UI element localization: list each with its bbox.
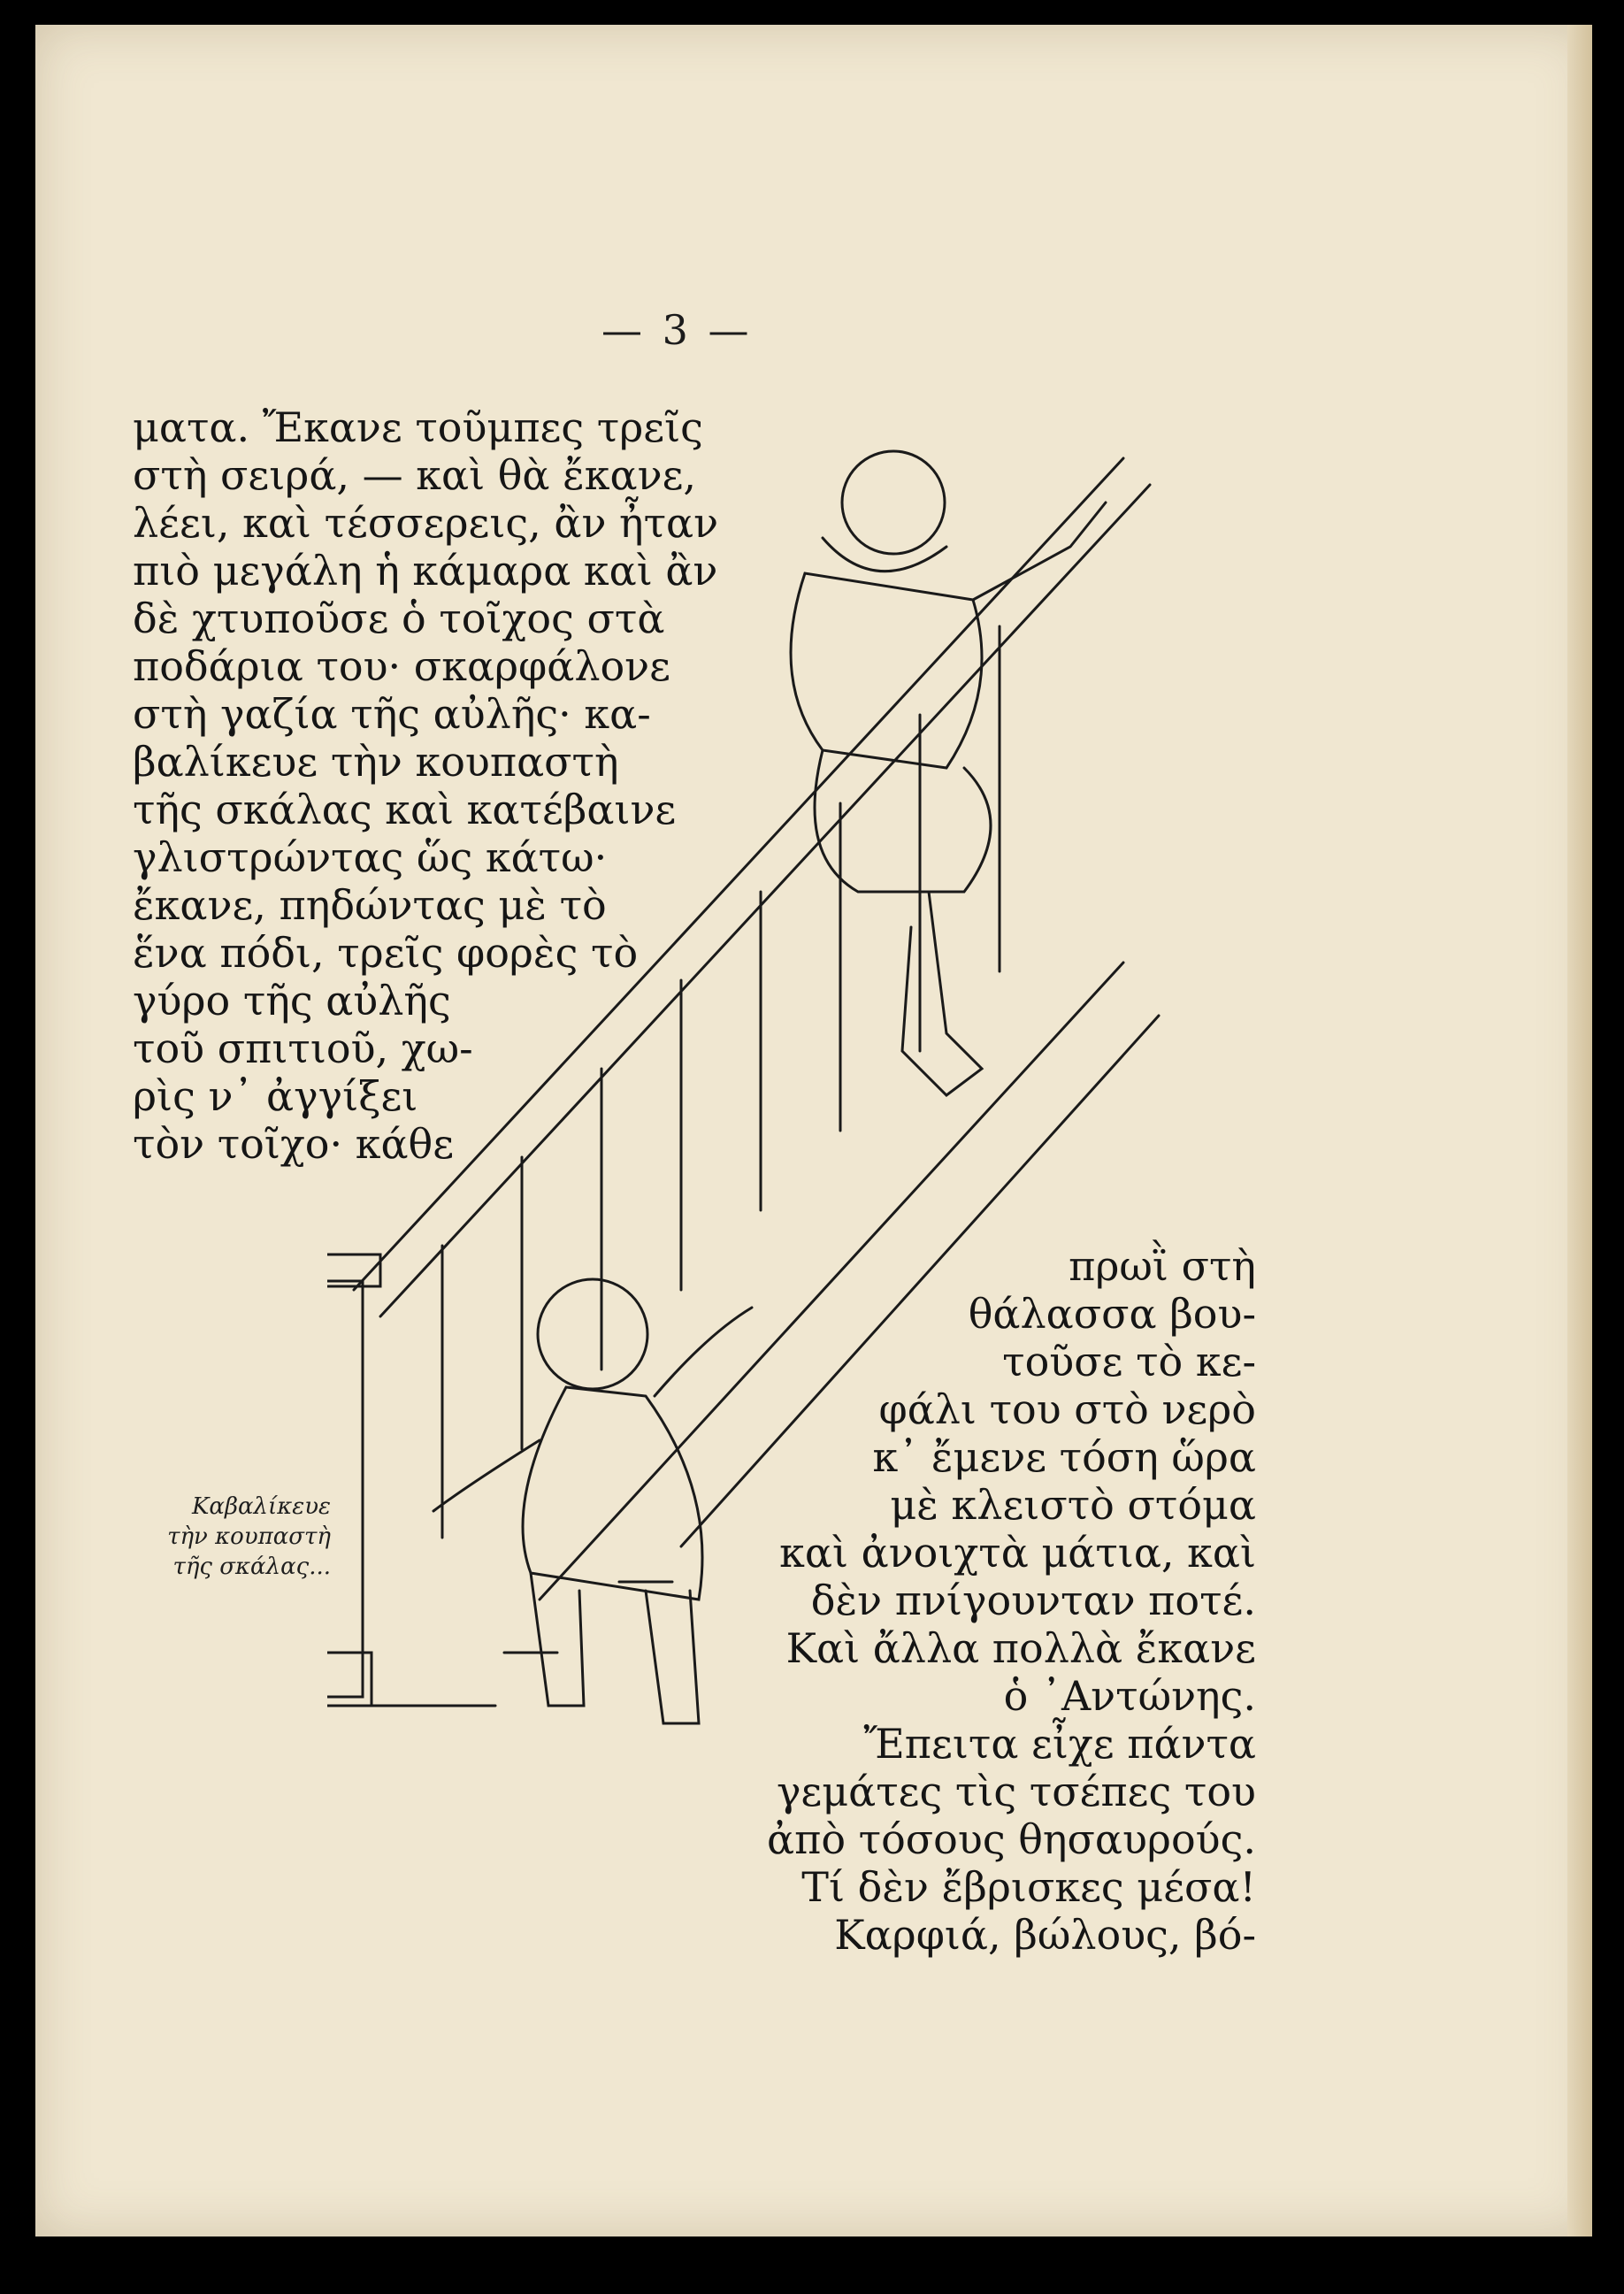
text-line: ἕνα πόδι, τρεῖς φορὲς τὸ (133, 929, 639, 977)
text-line: τὸν τοῖχο· κάθε (133, 1120, 455, 1168)
text-line: δὲν πνίγουνταν ποτέ. (810, 1577, 1256, 1624)
text-line: καὶ ἀνοιχτὰ μάτια, καὶ (779, 1529, 1256, 1577)
body-text-right (761, 1242, 1256, 1959)
caption-line: Καβαλίκευε (191, 1493, 331, 1520)
text-line: Καρφιά, βώλους, βό- (834, 1911, 1256, 1959)
text-line: τῆς σκάλας καὶ κατέβαινε (133, 786, 677, 833)
text-line: γεμάτες τὶς τσέπες του (776, 1768, 1256, 1815)
text-line: τοῦ σπιτιοῦ, χω- (133, 1024, 473, 1072)
text-line: τοῦσε τὸ κε- (1002, 1338, 1256, 1385)
text-line: στὴ γαζία τῆς αὐλῆς· κα- (133, 690, 651, 738)
text-line: φάλι του στὸ νερὸ (878, 1385, 1256, 1433)
text-line: Καὶ ἄλλα πολλὰ ἔκανε (785, 1624, 1256, 1672)
text-line: Τί δὲν ἔβρισκες μέσα! (801, 1863, 1256, 1911)
page-number: — 3 — (601, 306, 753, 354)
text-line: ἔκανε, πηδώντας μὲ τὸ (133, 881, 607, 929)
book-page (35, 25, 1592, 2236)
text-line: ρὶς ν᾿ ἀγγίξει (133, 1072, 418, 1120)
text-line: ὁ ᾿Αντώνης. (1003, 1672, 1256, 1720)
text-line: πιὸ μεγάλη ἡ κάμαρα καὶ ἂν (133, 547, 718, 595)
text-line: γλιστρώντας ὥς κάτω· (133, 833, 608, 881)
caption-line: τῆς σκάλας... (172, 1554, 331, 1580)
text-line: γύρο τῆς αὐλῆς (133, 977, 451, 1024)
illustration-caption (83, 1492, 331, 1582)
text-line: βαλίκευε τὴν κουπαστὴ (133, 738, 619, 786)
caption-line: τὴν κουπαστὴ (167, 1523, 331, 1550)
text-line: Ἔπειτα εἶχε πάντα (863, 1720, 1256, 1768)
text-line: δὲ χτυποῦσε ὁ τοῖχος στὰ (133, 595, 665, 642)
text-line: ποδάρια του· σκαρφάλονε (133, 642, 670, 690)
text-line: κ᾿ ἔμενε τόση ὥρα (872, 1433, 1256, 1481)
text-line: θάλασσα βου- (968, 1290, 1256, 1338)
text-line: ἀπὸ τόσους θησαυρούς. (767, 1815, 1256, 1863)
page-edge (1567, 25, 1592, 2236)
text-line: πρωῒ στὴ (1069, 1242, 1256, 1290)
text-line: στὴ σειρά, — καὶ θὰ ἔκανε, (133, 451, 697, 499)
body-text-left (133, 403, 719, 1168)
text-line: μὲ κλειστὸ στόμα (890, 1481, 1256, 1529)
text-line: ματα. Ἔκανε τοῦμπες τρεῖς (133, 403, 703, 451)
text-line: λέει, καὶ τέσσερεις, ἂν ἦταν (133, 499, 719, 547)
